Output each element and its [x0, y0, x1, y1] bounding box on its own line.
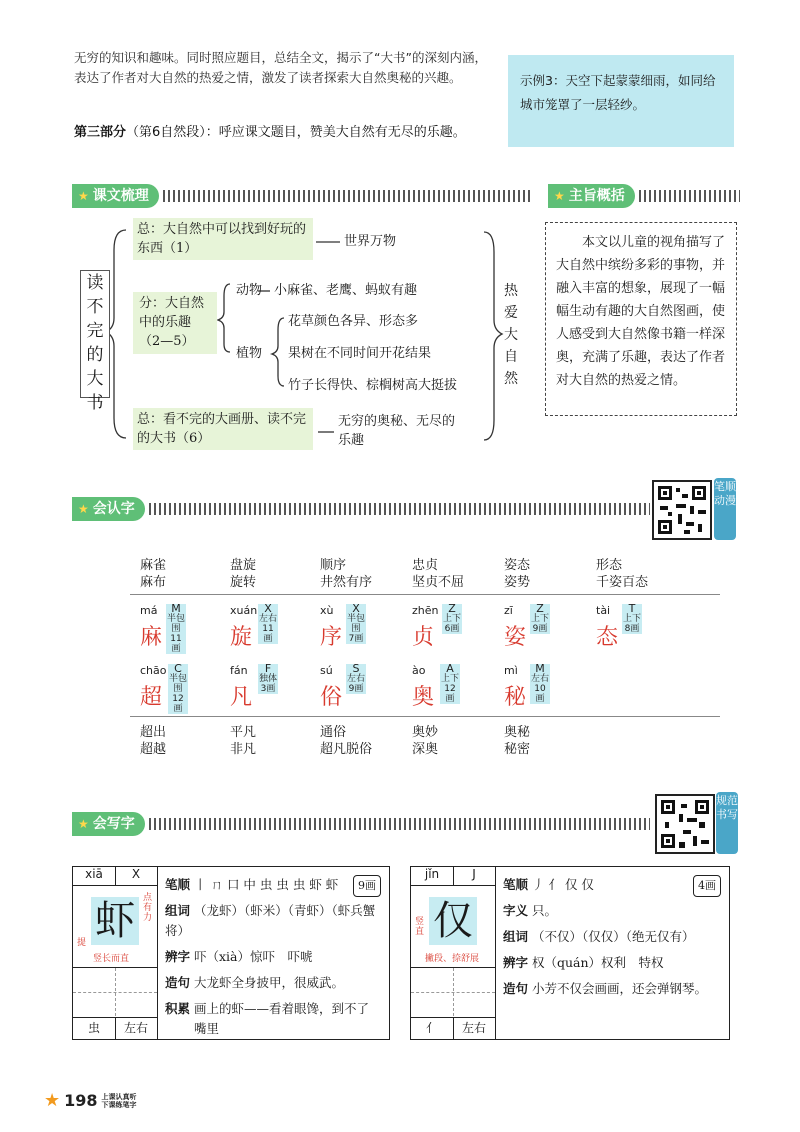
char-pinyin: zhēn	[412, 604, 439, 617]
char-glyph: 旋	[230, 625, 253, 650]
word-pair	[320, 557, 372, 591]
char-struct: 半包围	[166, 614, 185, 634]
char-card-tai	[596, 602, 641, 650]
xia-distinguish: 吓（xià）惊吓 吓唬	[194, 949, 313, 964]
jin-stroke-label: 笔顺	[503, 877, 529, 892]
footer-line1: 上课认真听	[101, 1092, 137, 1101]
char-card-zi	[504, 602, 549, 650]
jin-struct: 左右	[453, 1017, 495, 1039]
word: 姿态	[504, 558, 531, 573]
jin-practice-grid	[411, 967, 495, 1016]
char-strokes: 6画	[444, 624, 460, 634]
word-pair	[412, 724, 438, 758]
word: 麻布	[140, 575, 167, 590]
char-note	[258, 664, 278, 694]
char-card-su	[320, 662, 365, 710]
xia-group: （龙虾）（虾米）（青虾）（虾兵蟹将）	[165, 903, 376, 938]
xia-grid	[73, 867, 158, 1039]
char-letter: Z	[536, 602, 544, 615]
word: 千姿百态	[596, 575, 649, 590]
char-pinyin: zī	[504, 604, 513, 617]
xia-accum: 画上的虾——看着眼馋，到不了嘴里	[194, 1001, 370, 1036]
char-struct: 上下	[442, 614, 461, 624]
word-pair	[140, 557, 166, 591]
char-pinyin: xuán	[230, 604, 258, 617]
mindmap-part3: 总：看不完的大画册、读不完的大书（6）	[133, 408, 313, 450]
word: 深奥	[412, 742, 439, 757]
part3-text: （第6自然段）：呼应课文题目，赞美大自然有无尽的乐趣。	[126, 125, 466, 140]
xia-struct: 左右	[115, 1017, 157, 1039]
outline-title: 课文梳理	[92, 188, 149, 204]
char-pinyin: tài	[596, 604, 611, 617]
char-glyph: 凡	[230, 685, 253, 710]
right-title-char: 热	[504, 283, 518, 299]
word: 忠贞	[412, 558, 439, 573]
word-pair	[230, 724, 256, 758]
xia-practice-grid	[73, 967, 157, 1016]
char-strokes: 9画	[532, 624, 548, 634]
mindmap-part3-result: 无穷的奥秘、无尽的乐趣	[338, 414, 456, 448]
char-card-xuan	[230, 602, 277, 650]
mindmap-title-char: 完	[86, 321, 104, 341]
xia-left-note: 提	[77, 938, 87, 948]
write-title: 会写字	[92, 816, 135, 832]
char-letter: A	[446, 662, 454, 675]
char-struct: 半包围	[168, 674, 187, 694]
jin-sentence: 小芳不仅会画画，还会弹钢琴。	[532, 981, 708, 996]
jin-distinguish: 权（quán）权利 特权	[532, 955, 664, 970]
word: 通俗	[320, 725, 347, 740]
char-note	[442, 604, 462, 634]
char-struct: 上下	[530, 614, 549, 624]
star-icon: ★	[78, 189, 89, 203]
qr-code-recognize[interactable]	[652, 480, 712, 540]
char-letter: X	[264, 602, 272, 615]
char-strokes: 7画	[348, 634, 364, 644]
char-note	[530, 604, 550, 634]
page-footer	[44, 1090, 137, 1111]
char-pinyin: má	[140, 604, 158, 617]
char-note	[622, 604, 642, 634]
char-pinyin: sú	[320, 664, 333, 677]
jin-stroke-seq: 丿 亻 仅 仅	[532, 877, 594, 892]
qr-pattern-icon	[657, 796, 713, 852]
mindmap-part1: 总：大自然中可以找到好玩的东西（1）	[133, 218, 313, 260]
char-glyph: 奥	[412, 685, 435, 710]
mindmap-title	[80, 270, 110, 413]
char-glyph: 态	[596, 625, 619, 650]
word: 超越	[140, 742, 167, 757]
xia-accum-label: 积累	[165, 1001, 191, 1016]
char-pinyin: mì	[504, 664, 518, 677]
mindmap-right-title	[500, 280, 522, 390]
jin-meaning: 只。	[532, 903, 558, 918]
word: 奥秘	[504, 725, 531, 740]
example-text: 示例3：天空下起蒙蒙细雨，如同给城市笼罩了一层轻纱。	[520, 73, 716, 112]
char-struct: 独体	[258, 674, 277, 684]
char-card-xu	[320, 602, 365, 650]
word: 超凡脱俗	[320, 742, 373, 757]
word: 麻雀	[140, 558, 167, 573]
char-letter: C	[174, 662, 182, 675]
mindmap-plant-item: 竹子长得快、棕榈树高大挺拔	[288, 378, 458, 393]
char-glyph: 秘	[504, 685, 527, 710]
qr-tag-recognize[interactable]: 笔顺动漫	[714, 478, 736, 540]
word-pair	[504, 557, 530, 591]
star-icon: ★	[78, 502, 89, 516]
star-icon: ★	[78, 817, 89, 831]
xia-lines	[165, 875, 381, 1039]
jin-left-note: 竖直	[415, 917, 425, 937]
footer-line2: 下课练笔字	[101, 1100, 137, 1109]
mindmap-title-char: 不	[86, 297, 104, 317]
jin-sentence-label: 造句	[503, 981, 529, 996]
char-strokes: 8画	[624, 624, 640, 634]
char-note	[530, 664, 550, 704]
xia-radical: 虫	[73, 1017, 116, 1039]
write-card-xia	[72, 866, 390, 1040]
star-icon: ★	[44, 1090, 61, 1111]
jin-bottom-note: 撇段、捺舒展	[425, 954, 480, 964]
divider-line	[130, 594, 720, 595]
banner-divider	[149, 818, 650, 830]
word: 形态	[596, 558, 623, 573]
word: 旋转	[230, 575, 257, 590]
qr-code-write[interactable]	[655, 794, 715, 854]
char-strokes: 3画	[260, 684, 276, 694]
xia-sentence: 大龙虾全身披甲，很威武。	[194, 975, 345, 990]
char-struct: 半包围	[346, 614, 365, 634]
mindmap-title-char: 的	[86, 345, 104, 365]
part3-label: 第三部分	[74, 125, 127, 140]
word: 奥妙	[412, 725, 439, 740]
word-pair	[596, 557, 648, 591]
char-struct: 左右	[346, 674, 365, 684]
word: 姿势	[504, 575, 531, 590]
char-glyph: 姿	[504, 625, 527, 650]
xia-stroke-seq: 丨 ㄇ 口 中 虫 虫 虫 虾 虾	[194, 877, 339, 892]
char-pinyin: fán	[230, 664, 248, 677]
char-glyph: 贞	[412, 625, 435, 650]
intro-paragraph: 无穷的知识和趣味。同时照应题目，总结全文，揭示了“大书”的深刻内涵，表达了作者对大自然的热爱之情，激发了读者探索大自然奥秘的兴趣。	[74, 50, 487, 85]
char-strokes: 12画	[444, 684, 456, 704]
right-title-char: 然	[504, 371, 518, 387]
word-pair	[140, 724, 166, 758]
xia-letter-cell: X	[115, 867, 157, 886]
word: 坚贞不屈	[412, 575, 465, 590]
qr-tag-write[interactable]: 规范书写	[716, 792, 738, 854]
xia-bottom-note: 竖长而直	[93, 954, 130, 964]
word: 井然有序	[320, 575, 373, 590]
mindmap-plants-label: 植物	[236, 346, 263, 361]
jin-stroke-count: 4画	[693, 875, 721, 897]
banner-divider	[149, 503, 650, 515]
write-card-jin	[410, 866, 730, 1040]
char-pinyin: xù	[320, 604, 334, 617]
qr-pattern-icon	[654, 482, 710, 538]
char-glyph: 序	[320, 625, 343, 650]
char-glyph: 俗	[320, 685, 343, 710]
recognize-title: 会认字	[92, 501, 135, 517]
char-strokes: 11画	[170, 634, 182, 654]
xia-right-note: 点有力	[143, 893, 153, 923]
char-struct: 左右	[530, 674, 549, 684]
word: 非凡	[230, 742, 257, 757]
mindmap-plant-item: 花草颜色各异、形态多	[288, 314, 419, 329]
word: 秘密	[504, 742, 531, 757]
char-card-mi	[504, 662, 549, 710]
jin-char-frame	[429, 897, 477, 945]
jin-char: 仅	[433, 898, 473, 944]
char-letter: T	[628, 602, 636, 615]
char-glyph: 麻	[140, 625, 163, 650]
char-struct: 左右	[258, 614, 277, 624]
jin-lines	[503, 875, 721, 999]
char-strokes: 9画	[348, 684, 364, 694]
jin-letter-cell: J	[453, 867, 495, 886]
char-note	[258, 604, 278, 644]
xia-pinyin-cell: xiā	[73, 867, 116, 886]
char-pinyin: ào	[412, 664, 426, 677]
divider-line	[130, 716, 720, 717]
char-struct: 上下	[622, 614, 641, 624]
char-note	[346, 604, 366, 644]
char-glyph: 超	[140, 685, 163, 710]
xia-char: 虾	[95, 898, 135, 944]
char-card-chao	[140, 662, 187, 714]
jin-radical: 亻	[411, 1017, 454, 1039]
page-number: 198	[64, 1091, 98, 1110]
summary-box	[545, 222, 737, 416]
char-note	[440, 664, 460, 704]
char-strokes: 10画	[534, 684, 546, 704]
char-card-zhen	[412, 602, 461, 650]
word-pair	[320, 724, 372, 758]
write-banner	[72, 811, 650, 837]
jin-distinguish-label: 辨字	[503, 955, 529, 970]
char-strokes: 11画	[262, 624, 274, 644]
jin-group-label: 组词	[503, 929, 529, 944]
mindmap-plant-item: 果树在不同时间开花结果	[288, 346, 432, 361]
right-title-char: 爱	[504, 305, 518, 321]
xia-char-frame	[91, 897, 139, 945]
theme-title: 主旨概括	[568, 188, 625, 204]
char-strokes: 12画	[172, 694, 184, 714]
char-letter: S	[352, 662, 360, 675]
char-letter: X	[352, 602, 360, 615]
mindmap-part2: 分：大自然中的乐趣（2—5）	[133, 292, 217, 354]
xia-stroke-count: 9画	[353, 875, 381, 897]
summary-text: 本文以儿童的视角描写了大自然中缤纷多彩的事物，并融入丰富的想象，展现了一幅幅生动有趣的大自然图画，使人感受到大自然像书籍一样深奥，充满了乐趣，表达了作者对大自然的热爱之情。	[556, 235, 726, 388]
word: 顺序	[320, 558, 347, 573]
word-pair	[230, 557, 256, 591]
char-card-fan	[230, 662, 277, 710]
star-icon: ★	[554, 189, 565, 203]
char-pinyin: chāo	[140, 664, 167, 677]
mindmap-title-char: 大	[86, 369, 104, 389]
char-struct: 上下	[440, 674, 459, 684]
right-title-char: 自	[504, 349, 518, 365]
char-card-ma	[140, 602, 185, 654]
char-note	[166, 604, 186, 654]
char-letter: F	[264, 662, 272, 675]
char-card-ao	[412, 662, 459, 710]
word: 盘旋	[230, 558, 257, 573]
word: 超出	[140, 725, 167, 740]
mindmap-animals-label: 动物	[236, 283, 263, 298]
mindmap-title-char: 书	[86, 393, 104, 413]
word-pair	[504, 724, 530, 758]
xia-sentence-label: 造句	[165, 975, 191, 990]
char-letter: M	[535, 662, 545, 675]
char-letter: Z	[448, 602, 456, 615]
mindmap-part1-result: 世界万物	[344, 234, 397, 249]
word: 平凡	[230, 725, 257, 740]
mindmap-title-char: 读	[86, 273, 104, 293]
char-note	[346, 664, 366, 694]
jin-pinyin-cell: jǐn	[411, 867, 454, 886]
char-letter: M	[171, 602, 181, 615]
xia-distinguish-label: 辨字	[165, 949, 191, 964]
jin-meaning-label: 字义	[503, 903, 529, 918]
jin-grid	[411, 867, 496, 1039]
jin-group: （不仅）（仅仅）（绝无仅有）	[532, 929, 695, 944]
recognize-banner	[72, 496, 650, 522]
mindmap-animals: 小麻雀、老鹰、蚂蚁有趣	[274, 283, 418, 298]
footer-motto	[102, 1093, 137, 1109]
xia-stroke-label: 笔顺	[165, 877, 191, 892]
char-note	[168, 664, 188, 714]
word-pair	[412, 557, 464, 591]
xia-group-label: 组词	[165, 903, 191, 918]
right-title-char: 大	[504, 327, 518, 343]
